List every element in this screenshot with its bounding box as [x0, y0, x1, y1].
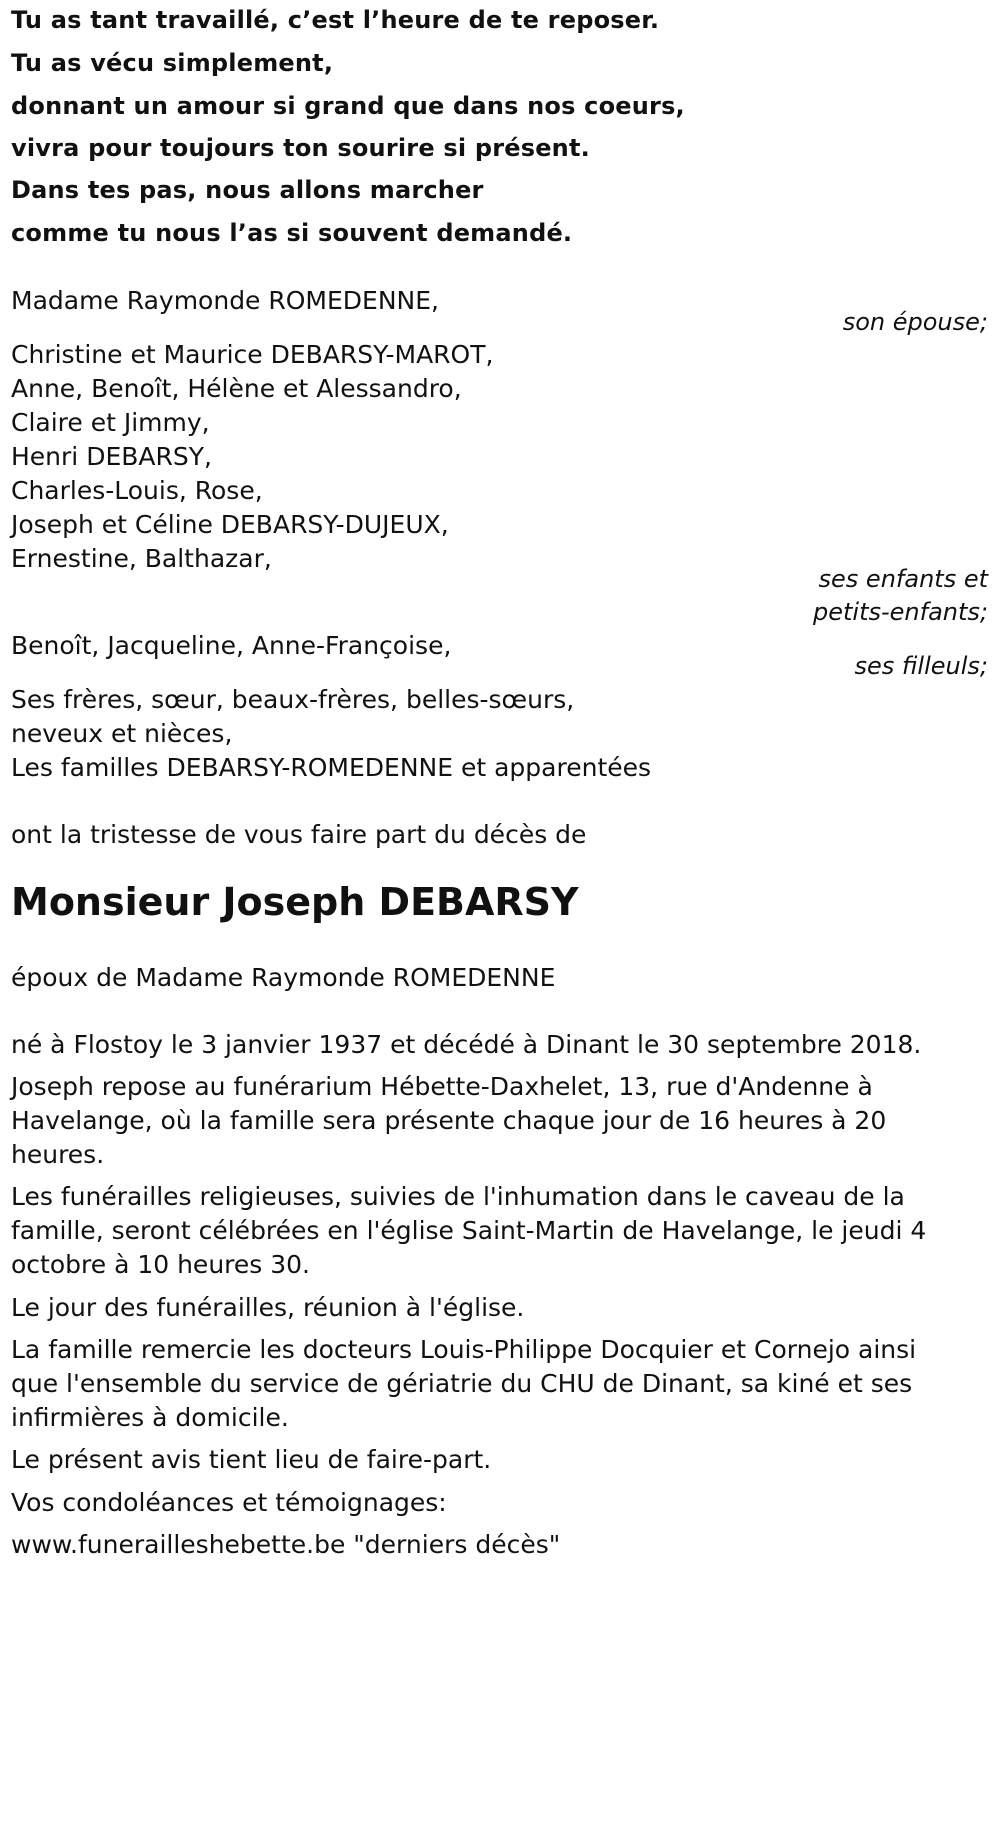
- poem-line: comme tu nous l’as si souvent demandé.: [11, 219, 573, 247]
- children-line: Claire et Jimmy,: [11, 408, 210, 437]
- detail-line: Vos condoléances et témoignages:: [11, 1488, 447, 1517]
- poem-line: Dans tes pas, nous allons marcher: [11, 176, 484, 204]
- children-line: Ernestine, Balthazar,: [11, 544, 272, 573]
- relatives-line: neveux et nièces,: [11, 719, 233, 748]
- poem-line: Tu as tant travaillé, c’est l’heure de te reposer.: [11, 6, 660, 34]
- deceased-name: Monsieur Joseph DEBARSY: [11, 880, 579, 924]
- spouse-name: Madame Raymonde ROMEDENNE,: [11, 286, 439, 315]
- poem-line: Tu as vécu simplement,: [11, 49, 334, 77]
- detail-line: né à Flostoy le 3 janvier 1937 et décédé à Dinant le 30 septembre 2018.: [11, 1030, 922, 1059]
- detail-line: Les funérailles religieuses, suivies de l'inhumation dans le caveau de la: [11, 1182, 905, 1211]
- relatives-line: Les familles DEBARSY-ROMEDENNE et apparentées: [11, 753, 652, 782]
- detail-line: La famille remercie les docteurs Louis-Philippe Docquier et Cornejo ainsi: [11, 1335, 917, 1364]
- detail-line: Le jour des funérailles, réunion à l'église.: [11, 1293, 525, 1322]
- detail-line: Le présent avis tient lieu de faire-part.: [11, 1445, 492, 1474]
- children-line: Anne, Benoît, Hélène et Alessandro,: [11, 374, 462, 403]
- website-link[interactable]: www.funerailleshebette.be "derniers décès": [11, 1530, 561, 1559]
- godchildren-line: Benoît, Jacqueline, Anne-Françoise,: [11, 631, 452, 660]
- poem-line: donnant un amour si grand que dans nos coeurs,: [11, 92, 685, 120]
- spouse-role: son épouse;: [842, 308, 988, 336]
- children-line: Henri DEBARSY,: [11, 442, 212, 471]
- announcement-text: ont la tristesse de vous faire part du décès de: [11, 820, 587, 849]
- children-line: Charles-Louis, Rose,: [11, 476, 263, 505]
- poem-line: vivra pour toujours ton sourire si présent.: [11, 134, 590, 162]
- detail-line: que l'ensemble du service de gériatrie du CHU de Dinant, sa kiné et ses: [11, 1369, 913, 1398]
- detail-line: heures.: [11, 1140, 105, 1169]
- spouse-of-text: époux de Madame Raymonde ROMEDENNE: [11, 963, 556, 992]
- godchildren-role: ses filleuls;: [854, 652, 988, 680]
- relatives-line: Ses frères, sœur, beaux-frères, belles-sœurs,: [11, 685, 575, 714]
- detail-line: Joseph repose au funérarium Hébette-Daxhelet, 13, rue d'Andenne à: [11, 1072, 873, 1101]
- detail-line: octobre à 10 heures 30.: [11, 1250, 310, 1279]
- detail-line: infirmières à domicile.: [11, 1403, 289, 1432]
- detail-line: famille, seront célébrées en l'église Saint-Martin de Havelange, le jeudi 4: [11, 1216, 927, 1245]
- children-role: ses enfants et: [818, 565, 988, 593]
- children-line: Christine et Maurice DEBARSY-MAROT,: [11, 340, 494, 369]
- children-role: petits-enfants;: [813, 598, 988, 626]
- detail-line: Havelange, où la famille sera présente chaque jour de 16 heures à 20: [11, 1106, 887, 1135]
- children-line: Joseph et Céline DEBARSY-DUJEUX,: [11, 510, 449, 539]
